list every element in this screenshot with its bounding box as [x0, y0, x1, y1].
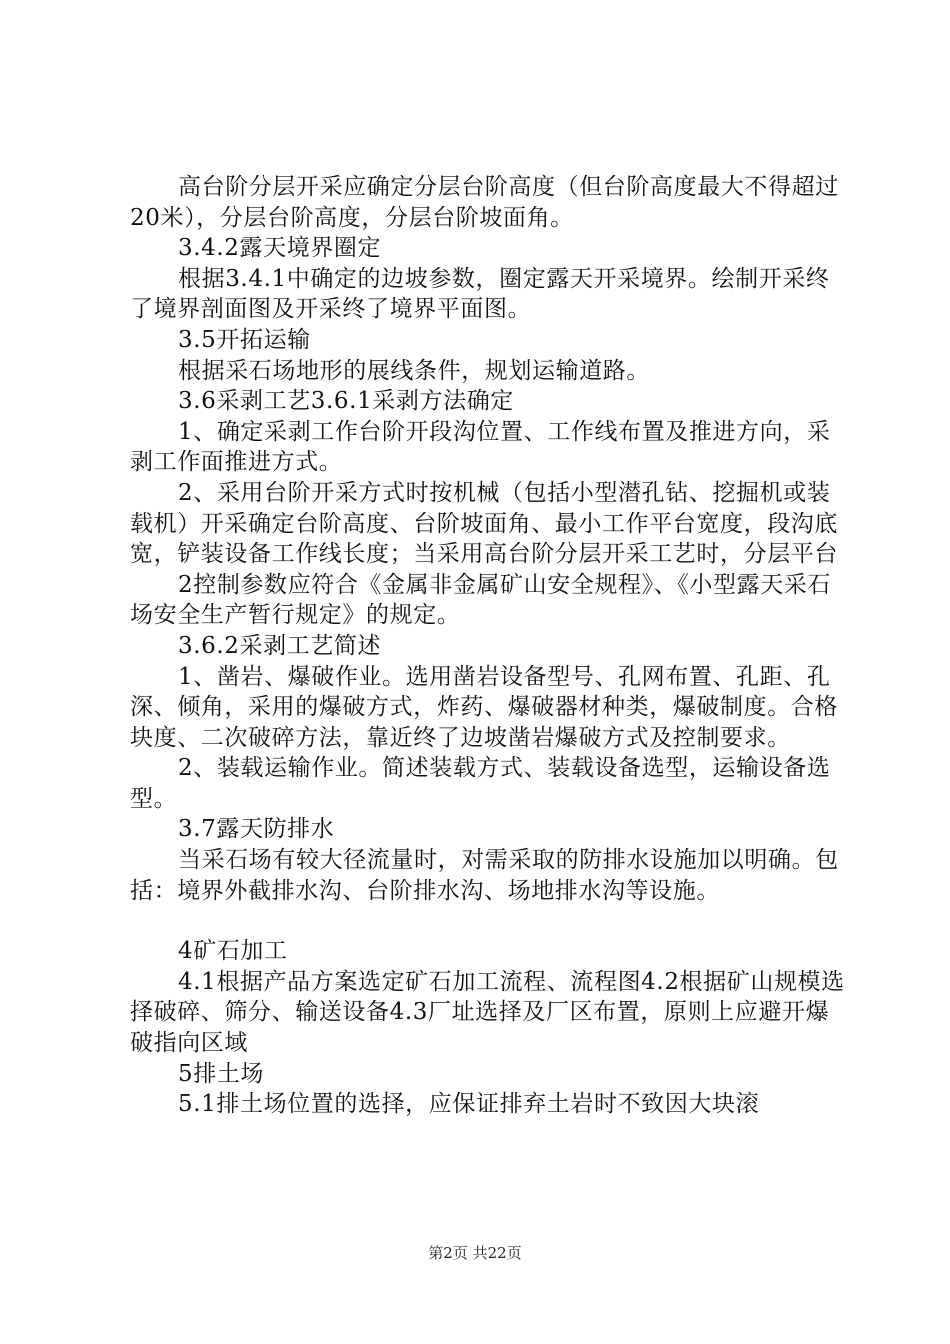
section-heading: 3.4.2露天境界圈定: [178, 235, 382, 262]
paragraph: 2、采用台阶开采方式时按机械（包括小型潜孔钻、挖掘机或装载机）开采确定台阶高度、台阶坡面角、最小工作平台宽度，段沟底宽，铲装设备工作线长度；当采用高台阶分层开采工艺时，分层平台: [130, 479, 838, 568]
paragraph: 高台阶分层开采应确定分层台阶高度（但台阶高度最大不得超过20米），分层台阶高度，分层台阶坡面角。: [130, 174, 839, 231]
paragraph: 根据采石场地形的展线条件，规划运输道路。: [178, 357, 650, 384]
paragraph: 2控制参数应符合《金属非金属矿山安全规程》、《小型露天采石场安全生产暂行规定》的规定。: [130, 571, 832, 629]
section-heading: 5排土场: [178, 1060, 265, 1087]
page-number-footer: 第2页 共22页: [428, 1244, 522, 1262]
paragraph: 1、凿岩、爆破作业。选用凿岩设备型号、孔网布置、孔距、孔深、倾角，采用的爆破方式，炸药、爆破器材种类，爆破制度。合格块度、二次破碎方法，靠近终了边坡凿岩爆破方式及控制要求。: [130, 663, 838, 751]
section-heading: 3.7露天防排水: [178, 816, 335, 843]
section-heading: 3.6采剥工艺3.6.1采剥方法确定: [178, 388, 514, 415]
section-heading: 4矿石加工: [178, 938, 288, 965]
paragraph: 4.1根据产品方案选定矿石加工流程、流程图4.2根据矿山规模选择破碎、筛分、输送设备4.3厂址选择及厂区布置，原则上应避开爆破指向区域: [130, 968, 845, 1057]
document-body: [130, 172, 850, 1120]
paragraph: 根据3.4.1中确定的边坡参数，圈定露天开采境界。绘制开采终了境界剖面图及开采终了境界平面图。: [130, 265, 830, 323]
paragraph: 2、装载运输作业。简述装载方式、装载设备选型，运输设备选型。: [130, 755, 831, 812]
section-heading: 3.5开拓运输: [178, 326, 311, 353]
paragraph: 5.1排土场位置的选择，应保证排弃土岩时不致因大块滚: [178, 1091, 760, 1118]
blank-line: [130, 906, 850, 936]
paragraph: 1、确定采剥工作台阶开段沟位置、工作线布置及推进方向，采剥工作面推进方式。: [130, 418, 831, 476]
paragraph: 当采石场有较大径流量时，对需采取的防排水设施加以明确。包括：境界外截排水沟、台阶排水沟、场地排水沟等设施。: [130, 847, 839, 904]
section-heading: 3.6.2采剥工艺简述: [178, 632, 382, 659]
